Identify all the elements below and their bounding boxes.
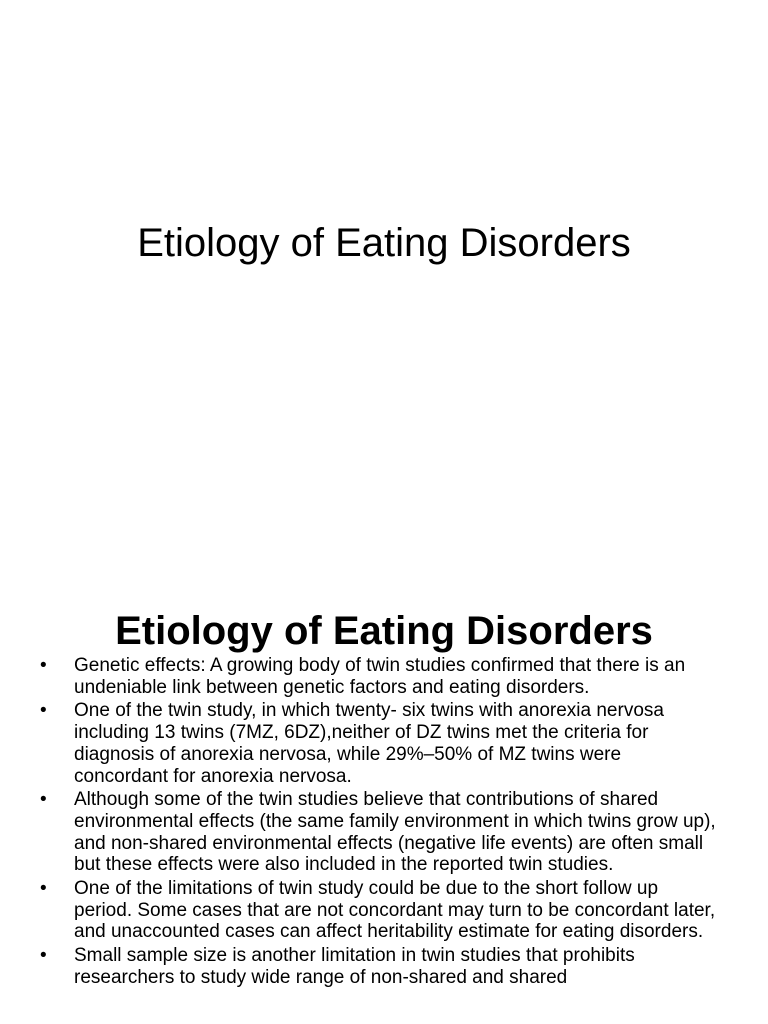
- bullet-icon: •: [40, 655, 47, 676]
- content-slide-title: Etiology of Eating Disorders: [115, 609, 653, 653]
- bullet-text: One of the limitations of twin study could be due to the short follow up period. Some cases that are not concordant may turn to be concordant later, and unaccounted cases can affect heritability estimate for eating disorders.: [74, 877, 716, 943]
- content-slide: [0, 576, 768, 1024]
- bullet-item-sample-size-limitation: [0, 945, 768, 989]
- bullet-text: Genetic effects: A growing body of twin studies confirmed that there is an undeniable link between genetic factors and eating disorders.: [74, 655, 686, 698]
- bullet-text: Small sample size is another limitation in twin studies that prohibits researchers to study wide range of non-shared and shared: [74, 944, 635, 988]
- bullet-text: Although some of the twin studies believe that contributions of shared environmental effects (the same family environment in which twins grow up), and non-shared environmental effects (negative life events) are often small but these effects were also included in the reported twin studies.: [74, 788, 716, 876]
- bullet-icon: •: [40, 788, 47, 810]
- title-slide-heading: Etiology of Eating Disorders: [137, 221, 631, 265]
- bullet-icon: •: [40, 877, 47, 899]
- bullet-item-twin-study: [0, 700, 768, 787]
- bullet-list: [0, 655, 768, 990]
- bullet-icon: •: [40, 700, 47, 722]
- bullet-text: One of the twin study, in which twenty- six twins with anorexia nervosa including 13 twins (7MZ, 6DZ),neither of DZ twins met the criteria for diagnosis of anorexia nervosa, while 29%–50% of MZ twins were concordant for anorexia nervosa.: [74, 700, 664, 787]
- bullet-item-genetic-effects: [0, 655, 768, 699]
- bullet-item-environmental-effects: [0, 789, 768, 876]
- bullet-item-follow-up-limitation: [0, 878, 768, 943]
- bullet-icon: •: [40, 944, 47, 966]
